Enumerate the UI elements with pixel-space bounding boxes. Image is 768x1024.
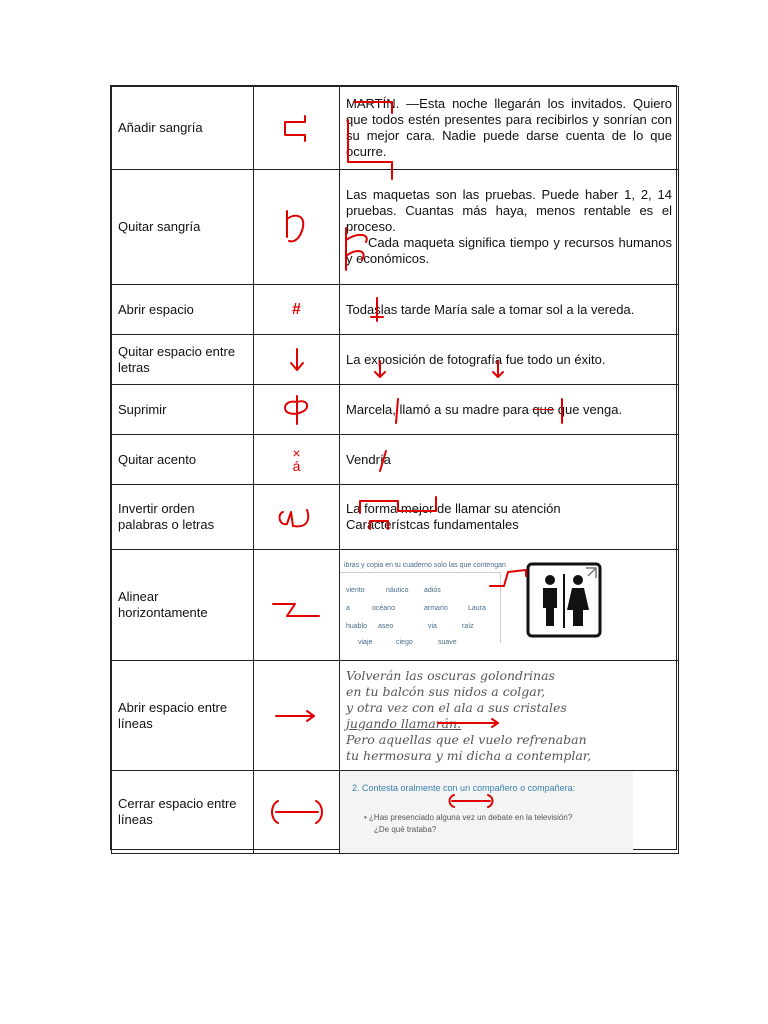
row-label: Quitar sangría — [112, 170, 254, 285]
row-label: Abrir espacio — [112, 285, 254, 335]
table-row — [112, 335, 679, 385]
example-text-end: que venga. — [554, 401, 623, 417]
table-row — [112, 285, 679, 335]
table-row — [112, 170, 679, 285]
struck-word: que — [532, 401, 555, 417]
row-label: Abrir espacio entre líneas — [112, 661, 254, 771]
example-line-2: Característcas fundamentales — [346, 517, 519, 532]
table-row — [112, 485, 679, 550]
table-row — [112, 661, 679, 771]
close-lines-icon — [254, 771, 340, 854]
proofreading-marks-table — [110, 85, 677, 850]
row-label: Alinear horizontamente — [112, 550, 254, 661]
remove-accent-icon: × á — [254, 435, 340, 485]
example-paragraph-2: Cada maqueta significa tiempo y recursos humanos y económicos. — [346, 235, 672, 266]
example-cell — [340, 435, 679, 485]
example-cell — [340, 87, 679, 170]
right-arrow-icon — [254, 661, 340, 771]
row-label: Añadir sangría — [112, 87, 254, 170]
question-title: 2. Contesta oralmente con un compañero o compañera: — [352, 783, 576, 793]
example-cell — [340, 485, 679, 550]
indent-mark-icon — [254, 87, 340, 170]
question-line: • ¿Has presenciado alguna vez un debate en la televisión? — [364, 813, 573, 822]
speaker-name: MARTÍN — [346, 96, 396, 111]
align-mark-icon — [254, 550, 340, 661]
row-label: Quitar espacio entre letras — [112, 335, 254, 385]
delete-mark-icon — [254, 385, 340, 435]
example-cell — [340, 335, 679, 385]
table-row — [112, 385, 679, 435]
row-label: Invertir orden palabras o letras — [112, 485, 254, 550]
exercise-instruction: ibras y copia en tu cuaderno solo las que contengan — [344, 562, 506, 569]
restroom-icon — [526, 562, 602, 638]
table-row — [112, 771, 679, 854]
example-cell — [340, 170, 679, 285]
row-label: Suprimir — [112, 385, 254, 435]
outdent-mark-icon — [254, 170, 340, 285]
example-text: La exposición de fotografía fue todo un éxito. — [346, 351, 606, 367]
down-arrow-icon — [254, 335, 340, 385]
table-row — [112, 550, 679, 661]
poem-line: Pero aquellas que el vuelo refrenaban — [346, 731, 587, 747]
poem-line: en tu balcón sus nidos a colgar, — [346, 683, 546, 699]
poem-line: jugando llamarán. — [346, 715, 462, 731]
example-cell — [340, 661, 679, 771]
poem-line: tu hermosura y mi dicha a contemplar, — [346, 747, 592, 763]
example-text: Todaslas tarde María sale a tomar sol a la vereda. — [346, 301, 635, 317]
table-row — [112, 435, 679, 485]
example-cell — [340, 385, 679, 435]
poem-line: y otra vez con el ala a sus cristales — [346, 699, 567, 715]
example-text: . —Esta noche llegarán los invitados. Quiero que todos estén presentes para recibirlos y sonrían con su mejor cara. Nadie puede darse cuenta de lo que ocurre. — [346, 96, 672, 159]
table-row — [112, 87, 679, 170]
row-label: Quitar acento — [112, 435, 254, 485]
poem-line: Volverán las oscuras golondrinas — [346, 667, 555, 683]
hash-mark-icon: # — [254, 285, 340, 335]
example-cell — [340, 285, 679, 335]
example-text: Vendría — [346, 451, 391, 467]
transpose-mark-icon — [254, 485, 340, 550]
example-cell — [340, 771, 679, 854]
example-text: Marcela, llamó a su madre para — [346, 401, 533, 417]
example-cell — [340, 550, 679, 661]
question-line: ¿De qué trataba? — [374, 825, 437, 834]
word-grid: viento náutico adiós a océano armario Laura huablo aseo via raíz viaje ciego suave — [340, 572, 501, 643]
row-label: Cerrar espacio entre líneas — [112, 771, 254, 854]
example-line-1: La forma mejor de llamar su atención — [346, 501, 561, 516]
example-paragraph-1: Las maquetas son las pruebas. Puede haber 1, 2, 14 pruebas. Cuantas más haya, menos rentable es el proceso. — [346, 187, 672, 234]
